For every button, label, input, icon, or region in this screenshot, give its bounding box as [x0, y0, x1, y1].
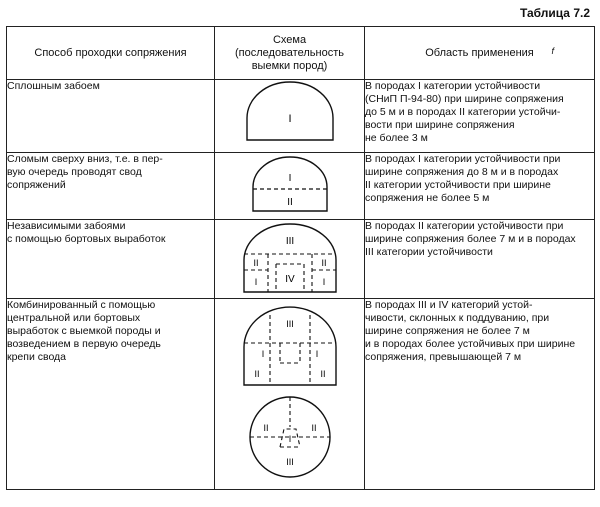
header-row: [7, 27, 595, 80]
scheme-cell: [215, 80, 365, 153]
table-row: [7, 220, 595, 299]
method-line: Независимыми забоями: [7, 220, 126, 232]
area-line: сопряжения, превышающей 7 м: [365, 351, 522, 363]
zone-label: III: [285, 236, 294, 247]
zone-label: II: [319, 369, 326, 379]
method-line: выработок с выемкой породы и: [7, 325, 161, 337]
method-line: сопряжений: [7, 179, 66, 191]
header-area-label: Область применения: [425, 46, 534, 59]
area-cell: [365, 153, 595, 220]
method-line: крепи свода: [7, 351, 67, 363]
scheme-full-face-diagram: [235, 80, 345, 144]
zone-label: I: [287, 113, 292, 125]
area-cell: [365, 80, 595, 153]
method-line: вую очередь проводят свод: [7, 166, 142, 178]
area-line: В породах I категории устойчивости при: [365, 153, 561, 165]
method-line: Сломым сверху вниз, т.е. в пер-: [7, 153, 163, 165]
header-area-note: f: [551, 46, 554, 56]
scheme-cell: [215, 153, 365, 220]
area-line: III категории устойчивости: [365, 246, 493, 258]
zone-label: IV: [284, 274, 295, 285]
area-line: В породах III и IV категорий устой-: [365, 299, 533, 311]
area-line: II категории устойчивости при ширине: [365, 179, 551, 191]
zone-label: I: [315, 349, 318, 359]
method-line: с помощью бортовых выработок: [7, 233, 166, 245]
header-scheme: [215, 27, 365, 80]
header-method: Способ проходки сопряжения: [7, 27, 215, 80]
table-row: [7, 299, 595, 490]
zone-label: I: [288, 173, 291, 184]
method-cell: [7, 220, 215, 299]
header-scheme-line1: Схема: [272, 33, 307, 46]
area-line: вости при ширине сопряжения: [365, 119, 515, 131]
main-table: [6, 26, 595, 490]
zone-label: II: [253, 369, 260, 379]
scheme-cell: [215, 299, 365, 490]
method-cell: [7, 299, 215, 490]
area-line: (СНиП П-94-80) при ширине сопряжения: [365, 93, 564, 105]
area-line: не более 3 м: [365, 132, 428, 144]
header-scheme-line2: (последовательность: [235, 46, 344, 59]
zone-label: II: [310, 423, 317, 433]
area-cell: [365, 299, 595, 490]
zone-label: I: [261, 349, 264, 359]
method-line: возведением в первую очередь: [7, 338, 161, 350]
method-line: Сплошным забоем: [7, 80, 100, 92]
area-line: ширине сопряжения не более 7 м: [365, 325, 530, 337]
method-line: Комбинированный с помощью: [7, 299, 156, 311]
scheme-cell: [215, 220, 365, 299]
area-line: чивости, склонных к поддуванию, при: [365, 312, 550, 324]
header-area: [365, 27, 595, 80]
zone-label: II: [262, 423, 269, 433]
scheme-combined-diagram-a: [230, 303, 350, 389]
table-caption: Таблица 7.2: [519, 6, 590, 20]
zone-label: I: [322, 277, 325, 287]
area-line: ширине сопряжения более 7 м и в породах: [365, 233, 576, 245]
area-line: сопряжения не более 5 м: [365, 192, 490, 204]
table-row: [7, 80, 595, 153]
zone-label: I: [254, 277, 257, 287]
area-line: до 5 м и в породах II категории устойчи-: [365, 106, 561, 118]
zone-label: III: [285, 319, 294, 329]
zone-label: I: [288, 434, 291, 444]
zone-label: II: [320, 258, 327, 268]
scheme-top-down-diagram: [235, 153, 345, 215]
zone-label: III: [285, 457, 294, 467]
method-line: центральной или бортовых: [7, 312, 141, 324]
scheme-independent-faces-diagram: [230, 220, 350, 296]
scheme-combined-diagram-b: [230, 391, 350, 483]
area-line: В породах I категории устойчивости: [365, 80, 541, 92]
zone-label: II: [252, 258, 259, 268]
method-cell: [7, 80, 215, 153]
area-cell: [365, 220, 595, 299]
header-scheme-line3: выемки пород): [251, 59, 328, 72]
area-line: В породах II категории устойчивости при: [365, 220, 564, 232]
method-cell: [7, 153, 215, 220]
zone-label: II: [286, 197, 293, 208]
area-line: и в породах более устойчивых при ширине: [365, 338, 576, 350]
area-line: ширине сопряжения до 8 м и в породах: [365, 166, 559, 178]
table-row: [7, 153, 595, 220]
